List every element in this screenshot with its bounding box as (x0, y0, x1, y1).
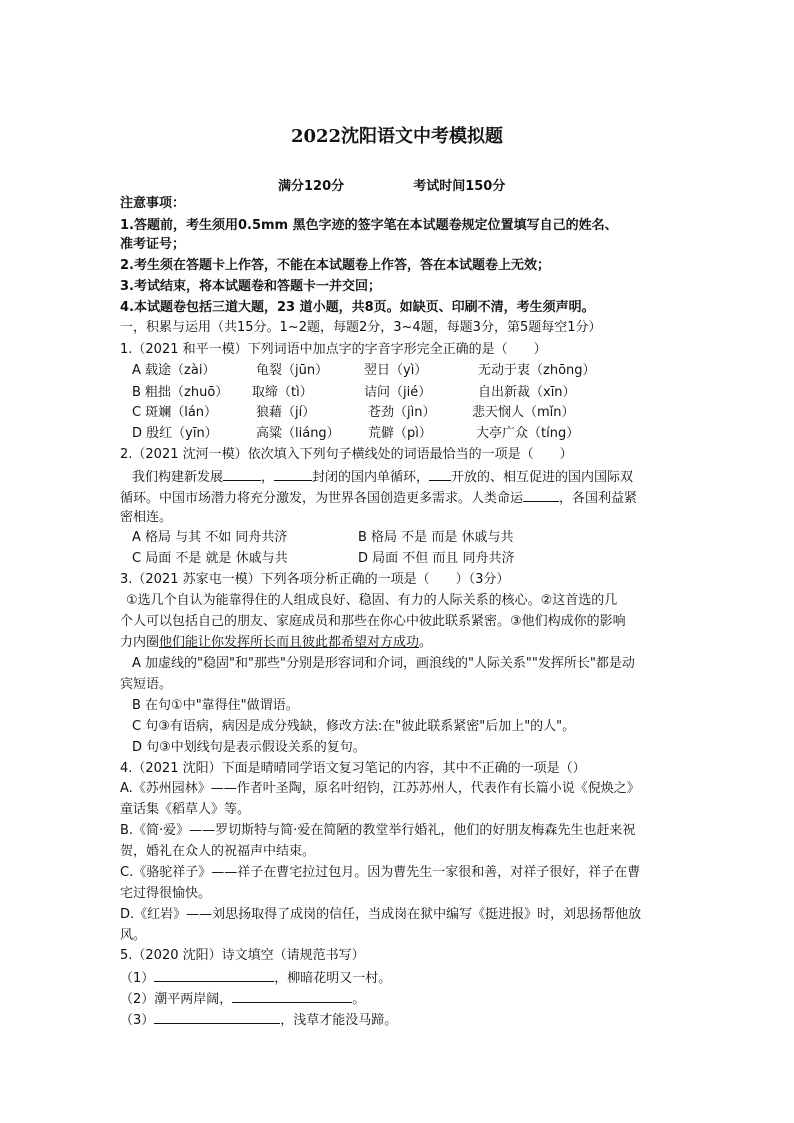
option-word: 诘问（jié） (364, 385, 432, 400)
question-4-line: 风。 (120, 928, 147, 943)
option-word: 龟裂（jūn） (256, 363, 329, 378)
answer-blank (223, 468, 261, 481)
notice-item: 1.答题前，考生须用0.5mm 黑色字迹的签字笔在本试题卷规定位置填写自己的姓名、 (120, 218, 618, 233)
notice-item: 3.考试结束，将本试题卷和答题卡一并交回； (120, 279, 381, 294)
question-3-passage: ①选几个自认为能靠得住的人组成良好、稳固、有力的人际关系的核心。②这首选的几 (126, 593, 618, 608)
option-word: B 粗拙（zhuō） (132, 385, 229, 400)
question-5-item: （1） ，柳暗花明又一村。 (120, 971, 392, 986)
underlined-sentence: 他们能让你发挥所长而且彼此都希望对方成功 (159, 635, 420, 650)
question-3-stem: 3.（2021 苏家屯一模）下列各项分析正确的一项是（ ）（3分） (120, 572, 510, 587)
answer-blank (154, 1011, 280, 1024)
question-3-option: B 在句①中"靠得住"做谓语。 (132, 698, 299, 713)
answer-blank (429, 468, 451, 481)
answer-blank (523, 489, 559, 502)
question-2-passage: 循环。中国市场潜力将充分激发，为世界各国创造更多需求。人类命运 ，各国利益紧 (120, 491, 638, 506)
question-2-stem: 2.（2021 沈河一模）依次填入下列句子横线处的词语最恰当的一项是（ ） (120, 447, 573, 462)
question-5-item: （2）潮平两岸阔， 。 (120, 992, 366, 1007)
option-word: 狼藉（jí） (256, 405, 316, 420)
question-4-stem: 4.（2021 沈阳）下面是晴晴同学语文复习笔记的内容，其中不正确的一项是（） (120, 761, 586, 776)
section-heading: 一，积累与运用（共15分。1~2题，每题2分，3~4题，每题3分，第5题每空1分） (120, 320, 602, 335)
notice-item: 准考证号； (120, 237, 186, 252)
option-word: 悲天悯人（mǐn） (472, 405, 575, 420)
notice-heading: 注意事项： (120, 196, 186, 211)
option: C 局面 不是 就是 休戚与共 (132, 551, 288, 566)
question-4-line: 贺，婚礼在众人的祝福声中结束。 (120, 844, 316, 859)
question-4-line: C.《骆驼祥子》——祥子在曹宅拉过包月。因为曹先生一家很和善，对祥子很好，祥子在曹 (120, 865, 641, 880)
question-3-option: A 加虚线的"稳固"和"那些"分别是形容词和介词，画浪线的"人际关系""发挥所长"都是动 (132, 656, 635, 671)
question-2-passage: 我们构建新发展 ， 封闭的国内单循环， 开放的、相互促进的国内国际双 (132, 470, 634, 485)
question-3-option: 宾短语。 (120, 677, 173, 692)
question-1-stem: 1.（2021 和平一模）下列词语中加点字的字音字形完全正确的是（ ） (120, 342, 547, 357)
option-word: 荒僻（pì） (368, 426, 432, 441)
question-3-passage: 力内圈他们能让你发挥所长而且彼此都希望对方成功。 (120, 635, 433, 650)
question-5-stem: 5.（2020 沈阳）诗文填空（请规范书写） (120, 948, 365, 963)
option: A 格局 与其 不如 同舟共济 (132, 530, 288, 545)
question-3-option: C 句③有语病，病因是成分残缺，修改方法:在"彼此联系紧密"后加上"的人"。 (132, 719, 576, 734)
question-2-passage: 密相连。 (120, 510, 173, 525)
option-word: 高粱（liáng） (256, 426, 340, 441)
option-word: 取缔（tì） (252, 385, 313, 400)
option-word: 苍劲（jìn） (368, 405, 436, 420)
option-word: A 载途（zài） (132, 363, 216, 378)
option-word: 无动于衷（zhōng） (478, 363, 596, 378)
option: B 格局 不是 而是 休戚与共 (358, 530, 514, 545)
full-score: 满分120分 (278, 179, 345, 194)
answer-blank (274, 468, 312, 481)
notice-item: 2.考生须在答题卡上作答，不能在本试题卷上作答，答在本试题卷上无效； (120, 258, 550, 273)
notice-item: 4.本试题卷包括三道大题，23 道小题，共8页。如缺页、印刷不清，考生须声明。 (120, 300, 595, 315)
page-title: 2022沈阳语文中考模拟题 (290, 126, 504, 147)
option: D 局面 不但 而且 同舟共济 (358, 551, 515, 566)
question-4-line: A.《苏州园林》——作者叶圣陶，原名叶绍钧，江苏苏州人，代表作有长篇小说《倪焕之》 (120, 781, 640, 796)
question-3-passage: 个人可以包括自己的朋友、家庭成员和那些在你心中彼此联系紧密。③他们构成你的影响 (120, 614, 626, 629)
answer-blank (232, 990, 352, 1003)
option-word: 大亭广众（tíng） (476, 426, 580, 441)
question-5-item: （3） ，浅草才能没马蹄。 (120, 1013, 398, 1028)
question-4-line: B.《简·爱》——罗切斯特与简·爱在简陋的教堂举行婚礼，他们的好朋友梅森先生也赶来祝 (120, 823, 636, 838)
option-word: C 斑斓（lán） (132, 405, 218, 420)
question-4-line: 宅过得很愉快。 (120, 886, 212, 901)
question-4-line: D.《红岩》——刘思扬取得了成岗的信任，当成岗在狱中编写《挺进报》时，刘思扬帮他放 (120, 907, 642, 922)
answer-blank (154, 969, 274, 982)
option-word: 自出新裁（xīn） (478, 385, 576, 400)
option-word: 翌日（yì） (364, 363, 428, 378)
option-word: D 殷红（yīn） (132, 426, 218, 441)
question-3-option: D 句③中划线句是表示假设关系的复句。 (132, 740, 366, 755)
question-4-line: 童话集《稻草人》等。 (120, 802, 251, 817)
exam-meta (278, 175, 505, 194)
exam-time: 考试时间150分 (413, 179, 506, 194)
